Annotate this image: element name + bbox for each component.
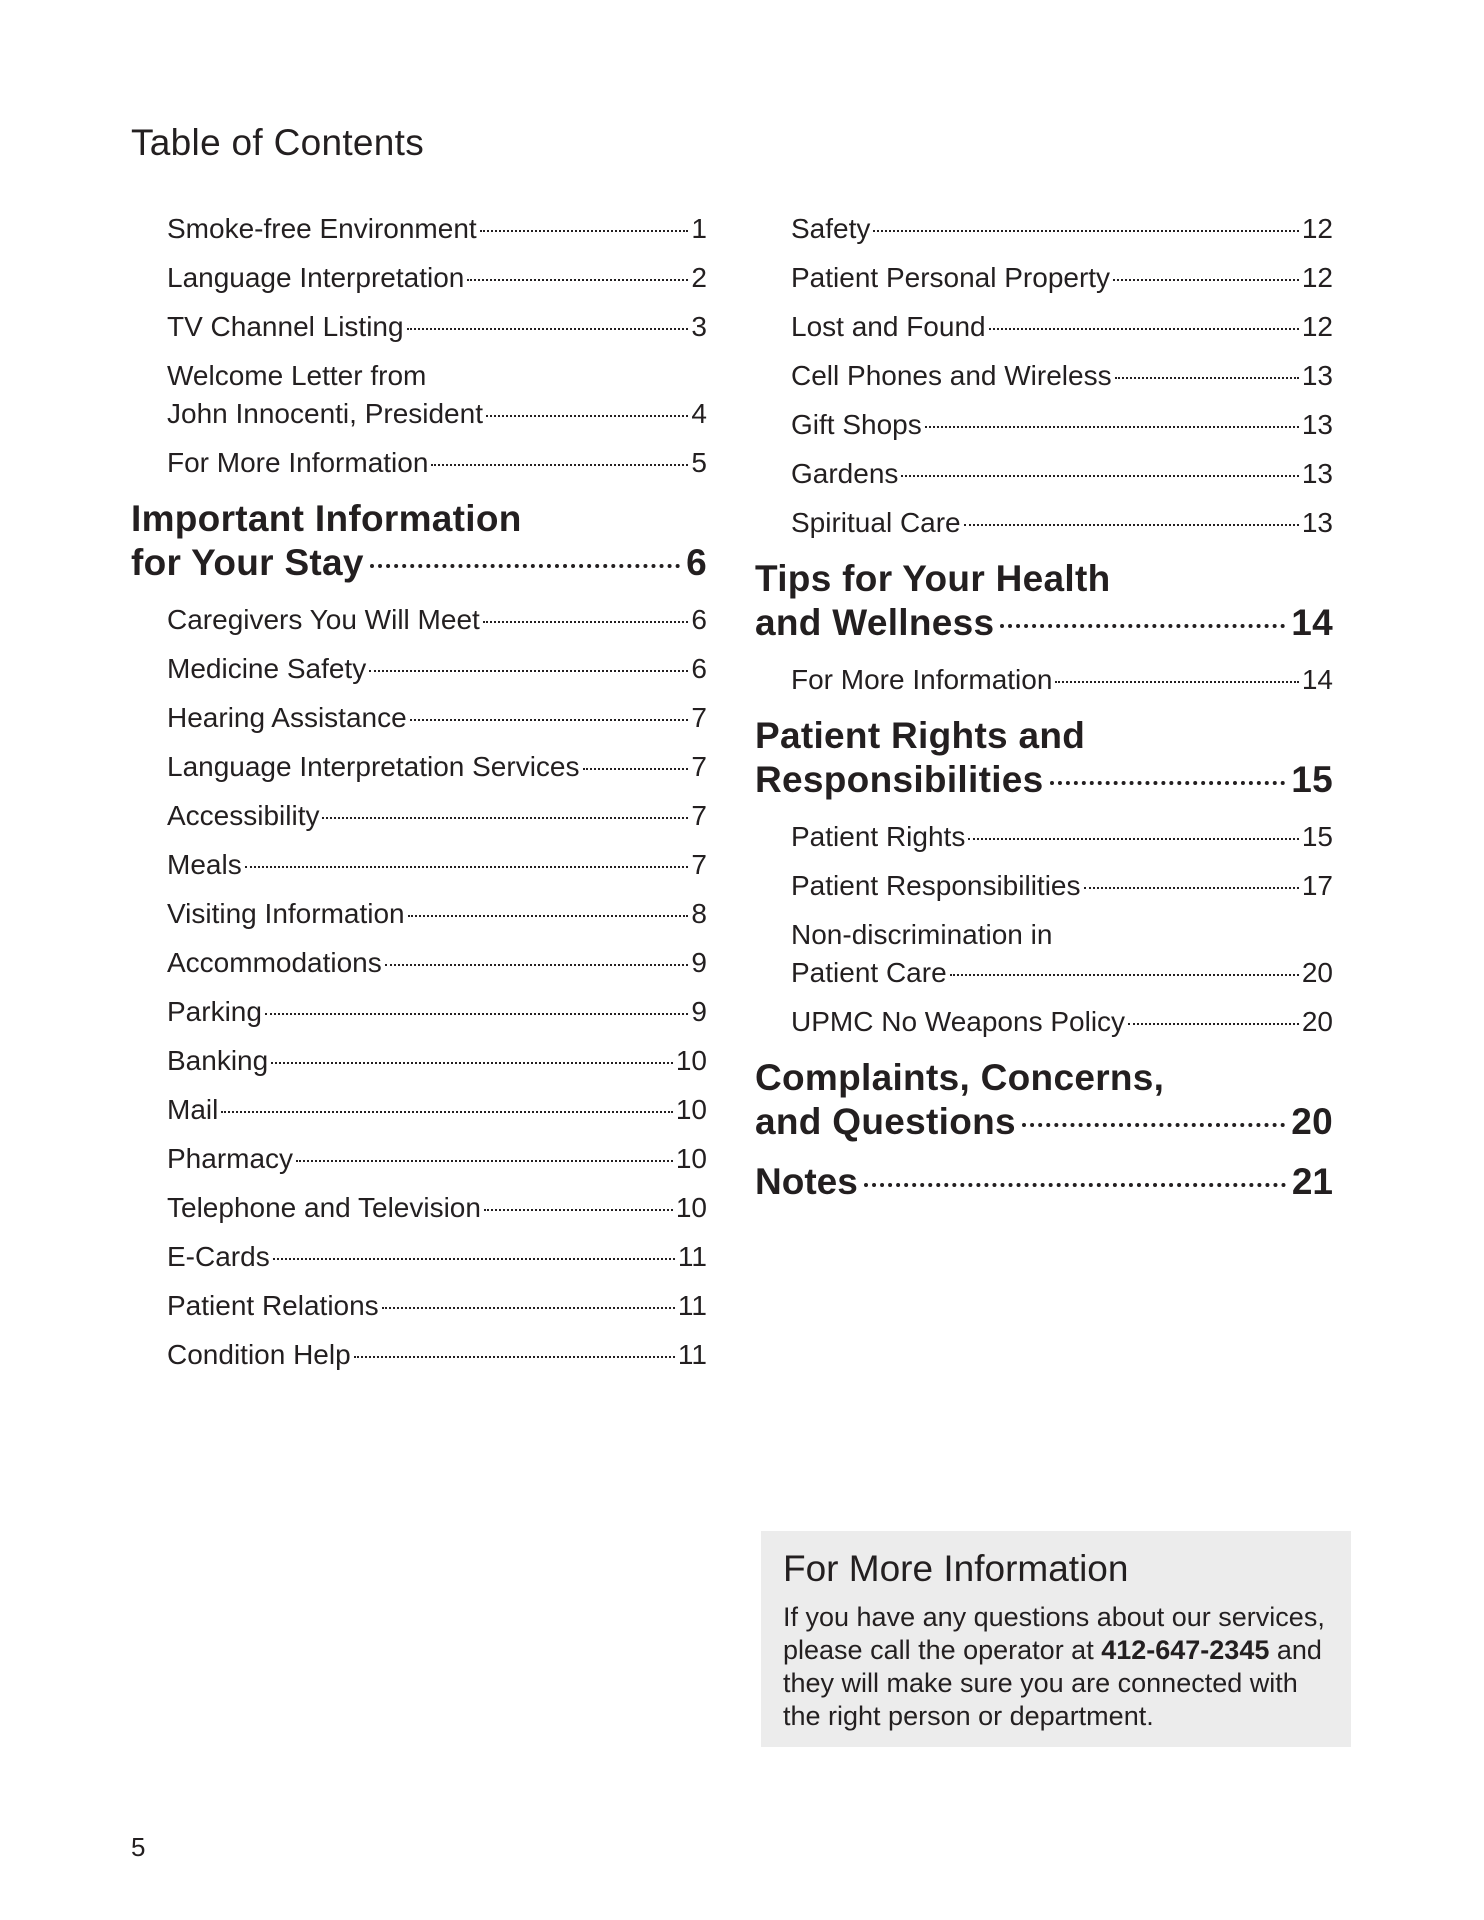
dot-leader: [354, 1356, 675, 1358]
toc-entry[interactable]: [167, 699, 707, 748]
section-page: 21: [1291, 1161, 1333, 1202]
section-title-line2: for Your Stay: [131, 542, 364, 583]
toc-entry-page: 7: [691, 702, 707, 733]
dot-leader: [901, 475, 1298, 477]
dot-leader: [410, 719, 689, 721]
toc-entry-page: 4: [691, 398, 707, 429]
toc-entry[interactable]: [167, 1042, 707, 1091]
toc-entry[interactable]: [167, 944, 707, 993]
section-title-line1: Patient Rights and: [755, 715, 1086, 756]
dot-leader: [296, 1160, 673, 1162]
toc-entry-label: Condition Help: [167, 1339, 351, 1370]
toc-entry-label-line1: Welcome Letter from: [167, 360, 427, 391]
toc-entry[interactable]: [791, 867, 1333, 916]
toc-entry-label-line1: Non-discrimination in: [791, 919, 1053, 950]
toc-entry-label: Patient Rights: [791, 821, 966, 852]
section-title-line2: Responsibilities: [755, 759, 1044, 800]
toc-entry[interactable]: [791, 661, 1333, 710]
dot-leader: [407, 328, 689, 330]
section-page: 20: [1291, 1101, 1333, 1142]
dot-leader: [1115, 377, 1299, 379]
toc-entry[interactable]: [167, 993, 707, 1042]
dot-leader: [382, 1307, 675, 1309]
dot-leader: [964, 524, 1299, 526]
toc-entry-label: Language Interpretation Services: [167, 751, 580, 782]
toc-entry-page: 7: [691, 751, 707, 782]
dot-leader: [322, 817, 688, 819]
toc-entry[interactable]: [791, 210, 1333, 259]
dot-leader: [483, 621, 689, 623]
toc-entry[interactable]: [791, 406, 1333, 455]
toc-entry[interactable]: [167, 210, 707, 259]
toc-entry-label: For More Information: [167, 447, 429, 478]
toc-entry-label: UPMC No Weapons Policy: [791, 1006, 1126, 1037]
toc-entry-label: Parking: [167, 996, 262, 1027]
dot-leader: [989, 328, 1299, 330]
toc-entry-label: Banking: [167, 1045, 269, 1076]
toc-entry-label: Hearing Assistance: [167, 702, 407, 733]
toc-entry-page: 12: [1301, 311, 1333, 342]
toc-entry[interactable]: [791, 1003, 1333, 1052]
toc-entry-page: 10: [675, 1045, 707, 1076]
toc-entry-label: Gardens: [791, 458, 899, 489]
toc-entry-label: Spiritual Care: [791, 507, 961, 538]
toc-entry[interactable]: [167, 846, 707, 895]
toc-entry[interactable]: [167, 748, 707, 797]
toc-entry[interactable]: [791, 308, 1333, 357]
toc-entry[interactable]: [167, 1189, 707, 1238]
operator-phone-number: 412-647-2345: [1101, 1635, 1270, 1665]
section-title: Notes: [755, 1161, 858, 1202]
toc-entry[interactable]: [167, 1336, 707, 1385]
dot-leader: [221, 1111, 673, 1113]
toc-entry-label: Patient Personal Property: [791, 262, 1111, 293]
dot-leader: [864, 1183, 1286, 1187]
toc-entry-label: Smoke-free Environment: [167, 213, 477, 244]
toc-entry[interactable]: [167, 1091, 707, 1140]
dot-leader: [925, 426, 1299, 428]
section-title-line2: and Questions: [755, 1101, 1016, 1142]
toc-entry[interactable]: [167, 797, 707, 846]
toc-entry-label: Mail: [167, 1094, 219, 1125]
toc-entry-label: Medicine Safety: [167, 653, 367, 684]
dot-leader: [968, 838, 1299, 840]
toc-entry-label-line2: John Innocenti, President: [167, 398, 483, 429]
toc-entry-label: Cell Phones and Wireless: [791, 360, 1112, 391]
toc-entry-page: 13: [1301, 458, 1333, 489]
toc-entry-label: Accommodations: [167, 947, 382, 978]
dot-leader: [369, 670, 688, 672]
dot-leader: [1055, 681, 1298, 683]
toc-entry-page: 13: [1301, 507, 1333, 538]
toc-entry-label: Patient Responsibilities: [791, 870, 1081, 901]
dot-leader: [1084, 887, 1299, 889]
dot-leader: [385, 964, 689, 966]
toc-entry-label: Pharmacy: [167, 1143, 294, 1174]
dot-leader: [1113, 279, 1299, 281]
toc-entry-page: 12: [1301, 213, 1333, 244]
toc-right-column: [755, 210, 1333, 1204]
toc-entry[interactable]: [167, 1287, 707, 1336]
toc-entry-page: 6: [691, 604, 707, 635]
toc-entry-nondiscrimination[interactable]: [791, 916, 1333, 992]
page-number: 5: [131, 1832, 146, 1862]
dot-leader: [480, 230, 689, 232]
dot-leader: [370, 564, 680, 568]
toc-entry-page: 2: [691, 262, 707, 293]
toc-entry[interactable]: [167, 650, 707, 699]
toc-section-tips-health-wellness[interactable]: [755, 557, 1333, 645]
toc-entry[interactable]: [167, 1140, 707, 1189]
section-title-line2: and Wellness: [755, 602, 995, 643]
dot-leader: [273, 1258, 675, 1260]
section-title-line1: Tips for Your Health: [755, 558, 1111, 599]
dot-leader: [265, 1013, 688, 1015]
dot-leader: [486, 415, 688, 417]
dot-leader: [583, 768, 689, 770]
toc-entry[interactable]: [167, 895, 707, 944]
toc-entry-page: 20: [1301, 957, 1333, 988]
dot-leader: [467, 279, 688, 281]
toc-entry-label: Patient Relations: [167, 1290, 379, 1321]
toc-entry-page: 11: [677, 1339, 707, 1370]
toc-entry-page: 10: [675, 1094, 707, 1125]
toc-entry-page: 7: [691, 800, 707, 831]
dot-leader: [1050, 781, 1286, 785]
toc-entry-label: Caregivers You Will Meet: [167, 604, 480, 635]
toc-entry-label: Meals: [167, 849, 242, 880]
toc-entry-page: 12: [1301, 262, 1333, 293]
toc-entry-page: 9: [691, 996, 707, 1027]
dot-leader: [484, 1209, 673, 1211]
toc-section-notes[interactable]: [755, 1160, 1333, 1204]
toc-entry-page: 7: [691, 849, 707, 880]
toc-entry[interactable]: [791, 259, 1333, 308]
dot-leader: [408, 915, 689, 917]
toc-entry-page: 17: [1301, 870, 1333, 901]
info-text-after: and they will make sure you are connected with the right person or department.: [783, 1635, 1322, 1731]
toc-left-column: [131, 210, 707, 1385]
toc-entry-label: Lost and Found: [791, 311, 986, 342]
toc-entry-label: Accessibility: [167, 800, 320, 831]
toc-section-important-information[interactable]: [131, 497, 707, 585]
toc-entry[interactable]: [167, 259, 707, 308]
toc-entry-label: Gift Shops: [791, 409, 922, 440]
toc-entry-page: 1: [691, 213, 707, 244]
toc-entry-page: 3: [691, 311, 707, 342]
toc-entry-label-line2: Patient Care: [791, 957, 947, 988]
toc-entry[interactable]: [167, 601, 707, 650]
toc-entry-label: Language Interpretation: [167, 262, 465, 293]
toc-entry-label: For More Information: [791, 664, 1053, 695]
page-title: Table of Contents: [131, 122, 425, 163]
toc-entry-label: E-Cards: [167, 1241, 270, 1272]
toc-entry-page: 6: [691, 653, 707, 684]
info-text-before: If you have any questions about our services, please call the operator at: [783, 1602, 1325, 1665]
toc-entry-page: 15: [1301, 821, 1333, 852]
section-title-line1: Important Information: [131, 498, 522, 539]
toc-entry-page: 11: [677, 1290, 707, 1321]
section-title-line1: Complaints, Concerns,: [755, 1057, 1165, 1098]
toc-entry-page: 13: [1301, 409, 1333, 440]
dot-leader: [1000, 624, 1285, 628]
dot-leader: [1022, 1123, 1285, 1127]
toc-entry-page: 20: [1301, 1006, 1333, 1037]
section-page: 15: [1291, 759, 1333, 800]
toc-entry-page: 9: [691, 947, 707, 978]
toc-entry-page: 10: [675, 1143, 707, 1174]
info-box-text: [783, 1601, 1329, 1733]
dot-leader: [245, 866, 689, 868]
dot-leader: [1128, 1023, 1299, 1025]
dot-leader: [431, 464, 688, 466]
toc-entry-page: 5: [691, 447, 707, 478]
section-page: 6: [686, 542, 707, 583]
toc-entry[interactable]: [791, 455, 1333, 504]
toc-entry-welcome-letter[interactable]: [167, 357, 707, 433]
toc-entry-page: 13: [1301, 360, 1333, 391]
dot-leader: [271, 1062, 673, 1064]
toc-entry-label: Safety: [791, 213, 871, 244]
toc-entry[interactable]: [167, 444, 707, 493]
section-page: 14: [1291, 602, 1333, 643]
info-box-title: For More Information: [783, 1548, 1129, 1589]
toc-entry-label: Telephone and Television: [167, 1192, 481, 1223]
toc-entry[interactable]: [167, 1238, 707, 1287]
toc-entry-label: TV Channel Listing: [167, 311, 404, 342]
toc-entry-page: 8: [691, 898, 707, 929]
toc-section-patient-rights[interactable]: [755, 714, 1333, 802]
toc-entry[interactable]: [167, 308, 707, 357]
toc-entry[interactable]: [791, 818, 1333, 867]
toc-section-complaints[interactable]: [755, 1056, 1333, 1144]
toc-entry-page: 14: [1301, 664, 1333, 695]
dot-leader: [873, 230, 1298, 232]
more-information-box: [761, 1531, 1351, 1747]
toc-entry-label: Visiting Information: [167, 898, 405, 929]
toc-entry-page: 10: [675, 1192, 707, 1223]
toc-entry[interactable]: [791, 357, 1333, 406]
toc-entry[interactable]: [791, 504, 1333, 553]
toc-entry-page: 11: [677, 1241, 707, 1272]
dot-leader: [950, 974, 1299, 976]
